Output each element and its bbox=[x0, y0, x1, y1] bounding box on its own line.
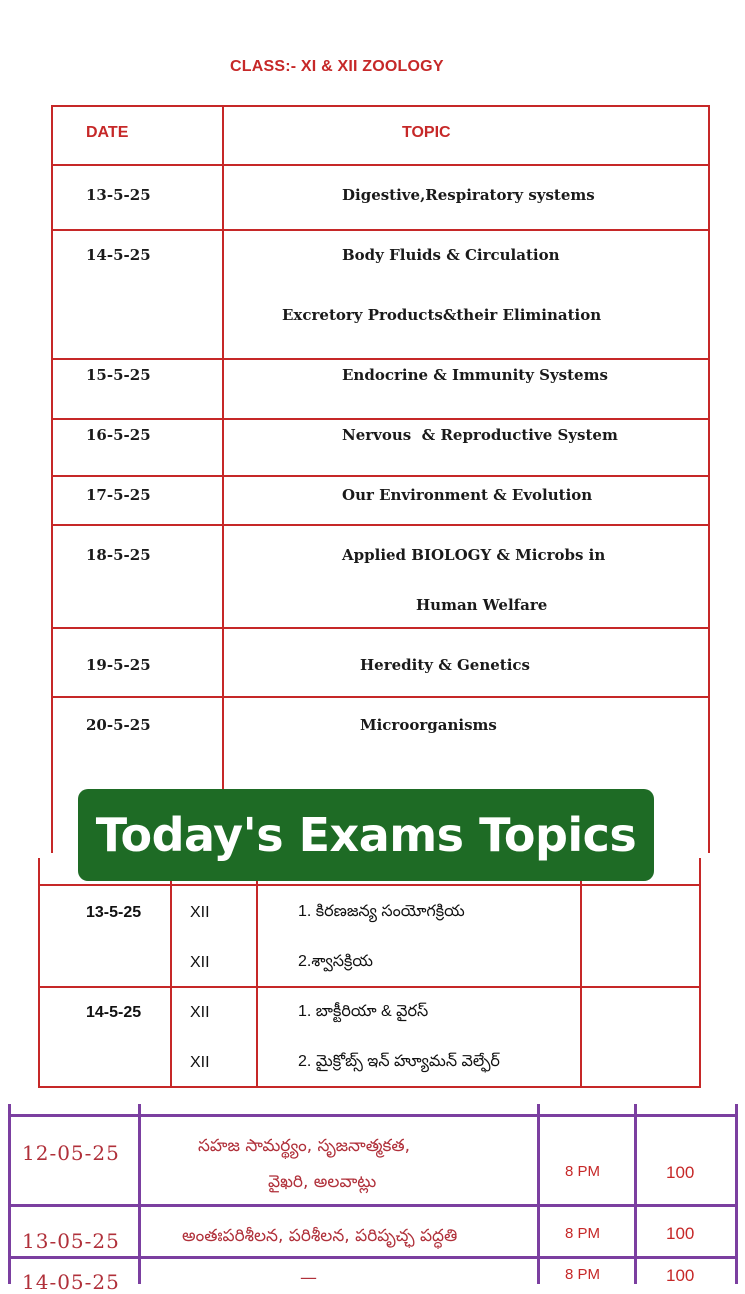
row-date: 19-5-25 bbox=[86, 656, 151, 674]
row-topic: 1. కిరణజన్య సంయోగక్రియ bbox=[298, 903, 465, 920]
todays-exams-banner bbox=[78, 789, 654, 881]
row-marks: 100 bbox=[666, 1224, 695, 1243]
row-time: 8 PM bbox=[565, 1225, 601, 1242]
row-class: XII bbox=[190, 1004, 210, 1021]
banner-text: Today's Exams Topics bbox=[95, 808, 637, 862]
row-class: XII bbox=[190, 1054, 210, 1071]
row-topic-line2: Human Welfare bbox=[416, 596, 548, 614]
row-topic-line2: వైఖరి, అలవాట్లు bbox=[268, 1172, 377, 1192]
row-topic: Our Environment & Evolution bbox=[342, 486, 593, 504]
row-topic: సహజ సామర్థ్యం, సృజనాత్మకత, bbox=[198, 1136, 410, 1156]
row-topic: 1. బాక్టీరియా & వైరస్ bbox=[298, 1003, 429, 1020]
row-topic: Microorganisms bbox=[360, 716, 497, 734]
row-date: 14-05-25 bbox=[22, 1270, 120, 1294]
row-date: 13-05-25 bbox=[22, 1229, 120, 1253]
row-date: 13-5-25 bbox=[86, 904, 142, 921]
row-topic: 2. మైక్రోబ్స్ ఇన్ హ్యూమన్ వెల్ఫేర్ bbox=[298, 1053, 500, 1070]
class-title: CLASS:- XI & XII ZOOLOGY bbox=[230, 58, 444, 75]
row-topic: Heredity & Genetics bbox=[360, 656, 530, 674]
row-marks: 100 bbox=[666, 1163, 695, 1182]
row-topic: 2.శ్వాసక్రియ bbox=[298, 953, 373, 970]
row-date: 12-05-25 bbox=[22, 1141, 120, 1165]
row-class: XII bbox=[190, 954, 210, 971]
row-date: 13-5-25 bbox=[86, 186, 151, 204]
row-date: 18-5-25 bbox=[86, 546, 151, 564]
row-date: 17-5-25 bbox=[86, 486, 151, 504]
row-topic: Nervous & Reproductive System bbox=[342, 426, 618, 444]
row-topic-line2: Excretory Products&their Elimination bbox=[282, 306, 602, 324]
row-date: 16-5-25 bbox=[86, 426, 151, 444]
date-column-header: DATE bbox=[86, 124, 129, 141]
row-topic: Body Fluids & Circulation bbox=[342, 246, 560, 264]
topic-column-header: TOPIC bbox=[402, 124, 451, 141]
row-marks: 100 bbox=[666, 1266, 695, 1285]
row-date: 15-5-25 bbox=[86, 366, 151, 384]
row-topic: Applied BIOLOGY & Microbs in bbox=[342, 546, 606, 564]
row-date: 20-5-25 bbox=[86, 716, 151, 734]
row-date: 14-5-25 bbox=[86, 1004, 142, 1021]
row-date: 14-5-25 bbox=[86, 246, 151, 264]
telugu-zoology-table-section bbox=[0, 858, 745, 1090]
row-topic: Digestive,Respiratory systems bbox=[342, 186, 595, 204]
row-class: XII bbox=[190, 904, 210, 921]
row-topic: — bbox=[300, 1268, 317, 1288]
row-topic: అంతఃపరిశీలన, పరిశీలన, పరిపృచ్ఛ పద్ధతి bbox=[182, 1226, 458, 1246]
telugu-exam-schedule-section bbox=[0, 1100, 745, 1294]
row-topic: Endocrine & Immunity Systems bbox=[342, 366, 608, 384]
row-time: 8 PM bbox=[565, 1266, 601, 1283]
row-time: 8 PM bbox=[565, 1163, 601, 1180]
